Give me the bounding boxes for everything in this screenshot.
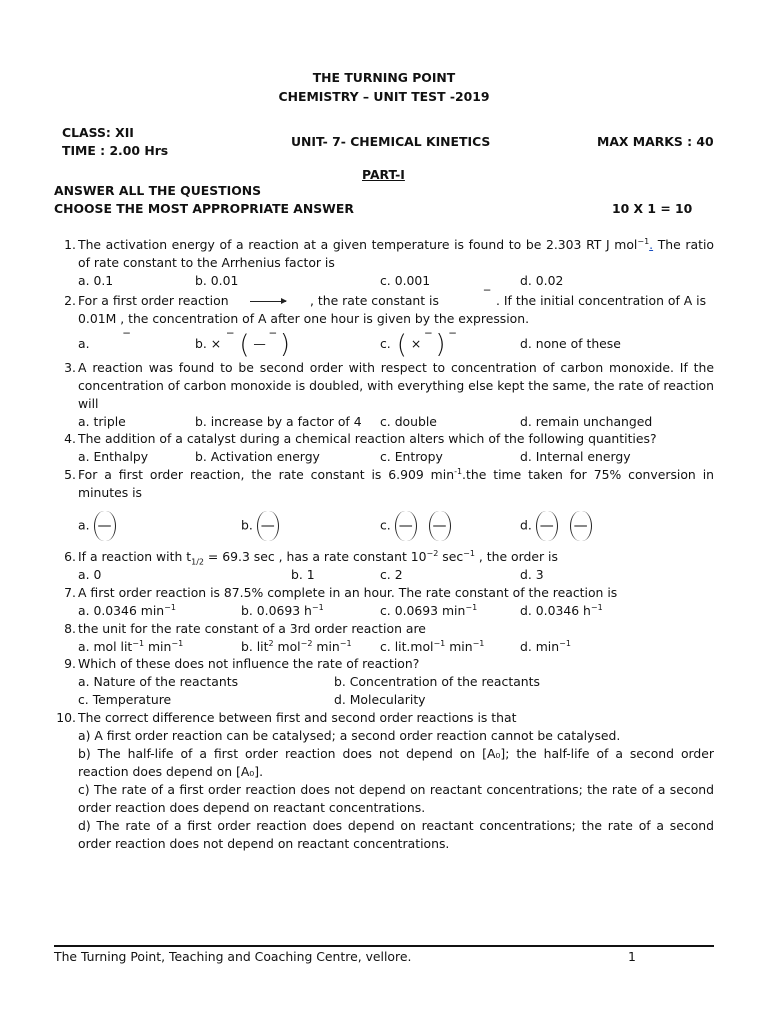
marks-scheme: 10 X 1 = 10: [612, 201, 693, 216]
question-number: 9.: [64, 656, 76, 671]
option-d[interactable]: d. — —: [520, 511, 592, 541]
options-row: [78, 602, 714, 620]
question-number: 5.: [64, 467, 76, 482]
option-d[interactable]: d. 3: [520, 567, 544, 582]
option-c[interactable]: c. 0.0693 $\min^{-1}$: [380, 602, 478, 618]
option-b[interactable]: b. 1: [291, 567, 315, 582]
question-text: the unit for the rate constant of a 3rd order reaction are: [78, 621, 426, 636]
question-number: 2.: [64, 293, 76, 308]
option-b[interactable]: b. lit$^2$ mol$^{-2}$ $\min^{-1}$: [241, 638, 352, 654]
option-c[interactable]: c. 0.001: [380, 273, 431, 288]
option-c[interactable]: c. ( × ‾ ) ‾: [380, 329, 456, 360]
option-b[interactable]: b. increase by a factor of 4: [195, 414, 362, 429]
question-3: [54, 359, 714, 431]
question-6: [54, 548, 714, 584]
option-a[interactable]: a. mol lit$^{-1}$ $\min^{-1}$: [78, 638, 184, 654]
options-row: [78, 506, 714, 546]
question-number: 10.: [56, 710, 76, 725]
options-row: [78, 673, 714, 691]
option-c[interactable]: c. Entropy: [380, 449, 443, 464]
question-2: [54, 287, 714, 360]
option-a[interactable]: a. —: [78, 511, 116, 541]
option-d[interactable]: d. 0.02: [520, 273, 564, 288]
footer-centre-name: The Turning Point, Teaching and Coaching Centre, vellore.: [54, 949, 412, 964]
option-c[interactable]: c. — —: [380, 511, 451, 541]
unit-label: UNIT- 7- CHEMICAL KINETICS: [291, 134, 491, 149]
question-text: The activation energy of a reaction at a given temperature is found to be 2.303 RT J mol$^{-1}$. The ratio of rate constant to the Arrhenius factor is: [78, 236, 714, 270]
options-row: [78, 566, 714, 584]
question-number: 7.: [64, 585, 76, 600]
option-b[interactable]: b. Concentration of the reactants: [334, 674, 540, 689]
option-d[interactable]: d. Molecularity: [334, 692, 426, 707]
options-row: [78, 272, 714, 290]
options-row: [78, 413, 714, 431]
question-text: A first order reaction is 87.5% complete in an hour. The rate constant of the reaction is: [78, 585, 618, 600]
question-8: [54, 620, 714, 656]
reaction-arrow-icon: [250, 301, 286, 302]
question-number: 8.: [64, 621, 76, 636]
option-a[interactable]: a. 0: [78, 567, 102, 582]
institute-title: THE TURNING POINT: [312, 70, 456, 85]
option-d[interactable]: d. $\min^{-1}$: [520, 638, 571, 654]
option-c[interactable]: c. double: [380, 414, 437, 429]
question-10: [54, 709, 714, 853]
option-b[interactable]: b) The half-life of a first order reaction does not depend on [A₀]; the half-life of a second order reaction does depend on [A₀].: [78, 746, 714, 779]
option-b[interactable]: b. 0.01: [195, 273, 239, 288]
question-5: [54, 466, 714, 546]
class-label: CLASS: XII: [62, 125, 134, 140]
option-a[interactable]: a. Enthalpy: [78, 449, 149, 464]
option-a[interactable]: a. 0.1: [78, 273, 114, 288]
option-c[interactable]: c. Temperature: [78, 692, 172, 707]
option-a[interactable]: a. Nature of the reactants: [78, 674, 239, 689]
option-b[interactable]: b. —: [241, 511, 279, 541]
option-d[interactable]: d. remain unchanged: [520, 414, 653, 429]
option-a[interactable]: a. ‾: [78, 330, 130, 351]
option-c[interactable]: c. 2: [380, 567, 403, 582]
option-a[interactable]: a. triple: [78, 414, 126, 429]
question-1: [54, 236, 714, 290]
option-d[interactable]: d. Internal energy: [520, 449, 631, 464]
instruction-answer-all: ANSWER ALL THE QUESTIONS: [54, 183, 262, 198]
question-7: [54, 584, 714, 620]
question-text: For a first order reaction, the rate constant is 6.909 $\min^{-1}.the$ time taken for 75% conversion in minutes is: [78, 466, 715, 500]
question-number: 1.: [64, 237, 76, 252]
question-text: Which of these does not influence the rate of reaction?: [78, 656, 420, 671]
option-b[interactable]: b. 0.0693 $h^{-1}$: [241, 602, 324, 618]
page-number: 1: [628, 949, 636, 964]
question-4: [54, 430, 714, 466]
option-c[interactable]: c) The rate of a first order reaction does not depend on reactant concentrations; the rate of a second order reaction does depend on reactant concentrations.: [78, 782, 714, 815]
question-text: The addition of a catalyst during a chemical reaction alters which of the following quantities?: [78, 431, 657, 446]
max-marks: MAX MARKS : 40: [597, 134, 714, 149]
question-9: [54, 655, 714, 709]
option-d[interactable]: d) The rate of a first order reaction does depend on reactant concentrations; the rate of a second order reaction does not depend on reactant concentrations.: [78, 818, 714, 851]
question-number: 6.: [64, 549, 76, 564]
option-c[interactable]: c. lit.mol$^{-1}$ $\min^{-1}$: [380, 638, 485, 654]
options-row: [78, 329, 714, 360]
option-a[interactable]: a) A first order reaction can be catalysed; a second order reaction cannot be catalysed.: [78, 728, 621, 743]
options-row: [78, 691, 714, 709]
test-title: CHEMISTRY – UNIT TEST -2019: [278, 89, 490, 104]
question-text: A reaction was found to be second order with respect to concentration of carbon monoxide. If the concentration of carbon monoxide is doubled, with everything else kept the same, the rate of reaction will: [78, 360, 714, 411]
question-number: 3.: [64, 360, 76, 375]
option-a[interactable]: a. 0.0346 $\min^{-1}$: [78, 602, 176, 618]
question-text-cont: 0.01M , the concentration of A after one hour is given by the expression.: [78, 311, 530, 326]
question-text: The correct difference between first and second order reactions is that: [78, 710, 517, 725]
options-row: [78, 638, 714, 656]
part-heading: PART-I: [362, 167, 405, 182]
option-b[interactable]: b. × ‾ ( — ‾ ): [195, 329, 291, 360]
time-label: TIME : 2.00 Hrs: [62, 143, 169, 158]
option-b[interactable]: b. Activation energy: [195, 449, 320, 464]
question-text: If a reaction with $t_{1/2} = 69.3$ sec , has a rate constant $10^{-2}$ $\sec^{-1}$ , the order is: [78, 548, 558, 567]
footer-divider: [54, 945, 714, 947]
question-number: 4.: [64, 431, 76, 446]
question-text: For a first order reaction , the rate constant is ‾ . If the initial concentration of A is: [78, 287, 707, 308]
instruction-choose: CHOOSE THE MOST APPROPRIATE ANSWER: [54, 201, 354, 216]
options-row: [78, 448, 714, 466]
option-d[interactable]: d. 0.0346 $h^{-1}$: [520, 602, 603, 618]
option-d[interactable]: d. none of these: [520, 336, 621, 351]
